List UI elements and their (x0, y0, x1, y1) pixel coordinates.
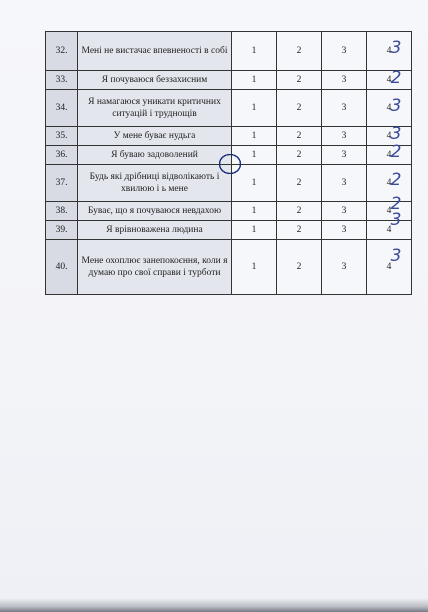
option-cell (232, 90, 277, 127)
questionnaire-table (45, 31, 412, 295)
handwritten-score: 2 (390, 68, 402, 88)
option-cell (277, 221, 322, 240)
option-cell (322, 146, 367, 165)
handwritten-score: 3 (390, 210, 402, 230)
statement-text: Мені не вистачає впевненості в собі (78, 32, 232, 71)
statement-text: Буває, що я почуваюся невдахою (78, 202, 232, 221)
option-2: 2 (296, 150, 302, 160)
option-cell (277, 90, 322, 127)
option-cell (277, 71, 322, 90)
option-1: 1 (251, 262, 257, 272)
statement-text: Мене охоплює занепокоєння, коли я думаю про свої справи і турботи (78, 240, 232, 295)
option-2: 2 (296, 103, 302, 113)
option-4: 4 (386, 103, 392, 113)
option-cell (322, 202, 367, 221)
handwritten-score: 3 (390, 96, 402, 116)
statement-text: Будь які дрібниці відволікають і хвилюю і ь мене (78, 165, 232, 202)
option-3: 3 (341, 46, 347, 56)
option-cell (232, 221, 277, 240)
table-row (46, 240, 412, 295)
option-cell (232, 32, 277, 71)
option-2: 2 (296, 225, 302, 235)
option-3: 3 (341, 131, 347, 141)
option-2: 2 (296, 75, 302, 85)
statement-text: У мене буває нудьга (78, 127, 232, 146)
row-number: 32. (46, 32, 78, 71)
option-1: 1 (251, 206, 257, 216)
option-cell (277, 127, 322, 146)
table-row (46, 90, 412, 127)
option-3: 3 (341, 262, 347, 272)
option-1: 1 (251, 103, 257, 113)
statement-text: Я почуваюся беззахисним (78, 71, 232, 90)
option-4: 4 (386, 262, 392, 272)
option-cell (277, 146, 322, 165)
handwritten-score: 3 (390, 124, 402, 144)
table-row (46, 221, 412, 240)
option-cell (322, 127, 367, 146)
option-2: 2 (296, 46, 302, 56)
option-cell (322, 71, 367, 90)
option-1: 1 (251, 150, 257, 160)
row-number: 38. (46, 202, 78, 221)
option-1: 1 (251, 46, 257, 56)
statement-text: Я врівноважена людина (78, 221, 232, 240)
option-cell (322, 165, 367, 202)
scan-edge-shadow (0, 598, 428, 612)
handwritten-score: 3 (390, 246, 402, 266)
handwritten-score: 2 (390, 170, 402, 190)
option-2: 2 (296, 131, 302, 141)
option-cell (232, 240, 277, 295)
row-number: 33. (46, 71, 78, 90)
option-cell (322, 221, 367, 240)
table-row (46, 127, 412, 146)
table-row (46, 71, 412, 90)
option-4: 4 (386, 178, 392, 188)
option-cell (232, 202, 277, 221)
option-cell (277, 165, 322, 202)
table-row (46, 32, 412, 71)
handwritten-score: 2 (390, 194, 402, 214)
option-3: 3 (341, 206, 347, 216)
option-cell (232, 127, 277, 146)
option-2: 2 (296, 178, 302, 188)
option-3: 3 (341, 178, 347, 188)
option-cell (277, 32, 322, 71)
row-number: 37. (46, 165, 78, 202)
row-number: 36. (46, 146, 78, 165)
option-cell (232, 71, 277, 90)
row-number: 35. (46, 127, 78, 146)
option-1: 1 (251, 75, 257, 85)
statement-text: Я намагаюся уникати критичних ситуацій і труднощів (78, 90, 232, 127)
option-3: 3 (341, 103, 347, 113)
row-number: 39. (46, 221, 78, 240)
handwritten-score: 2 (390, 142, 402, 162)
answer-circle (219, 154, 241, 174)
option-3: 3 (341, 225, 347, 235)
option-cell (322, 32, 367, 71)
row-number: 40. (46, 240, 78, 295)
option-4: 4 (386, 46, 392, 56)
option-cell (277, 202, 322, 221)
option-cell (277, 240, 322, 295)
option-cell (322, 90, 367, 127)
option-3: 3 (341, 75, 347, 85)
option-4: 4 (386, 225, 392, 235)
option-4: 4 (386, 131, 392, 141)
option-4: 4 (386, 150, 392, 160)
option-1: 1 (251, 225, 257, 235)
option-2: 2 (296, 262, 302, 272)
option-1: 1 (251, 131, 257, 141)
statement-text: Я буваю задоволений (78, 146, 232, 165)
option-1: 1 (251, 178, 257, 188)
option-4: 4 (386, 206, 392, 216)
handwritten-score: 3 (390, 38, 402, 58)
option-4: 4 (386, 75, 392, 85)
option-3: 3 (341, 150, 347, 160)
option-cell (322, 240, 367, 295)
option-2: 2 (296, 206, 302, 216)
row-number: 34. (46, 90, 78, 127)
table-row (46, 202, 412, 221)
